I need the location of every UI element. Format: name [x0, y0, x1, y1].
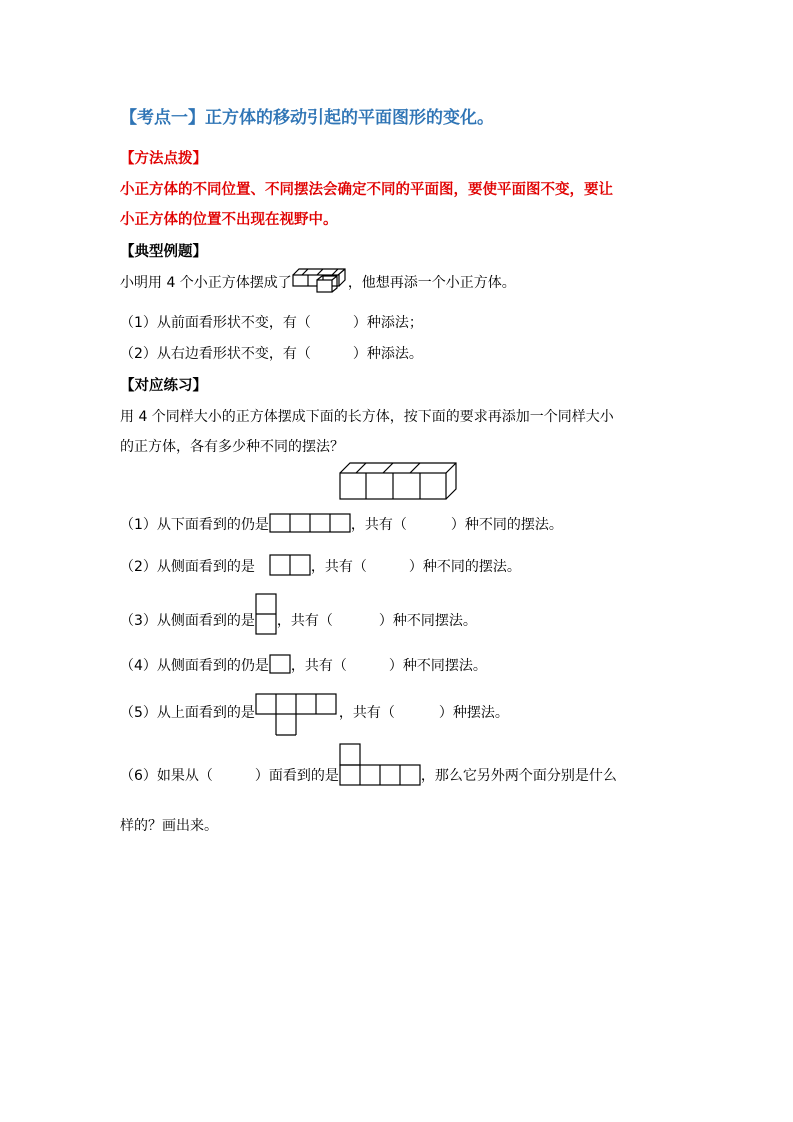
practice-p3: [120, 607, 477, 635]
example-intro-a: 小明用 4 个小正方体摆成了: [120, 275, 292, 291]
method-line-2: 小正方体的位置不出现在视野中。: [120, 212, 338, 228]
p3-c: ）种不同摆法。: [378, 613, 477, 629]
example-q1-a: （1）从前面看形状不变，有（: [120, 315, 311, 331]
example-q2-a: （2）从右边看形状不变，有（: [120, 346, 311, 362]
section-title: 【考点一】正方体的移动引起的平面图形的变化。: [120, 108, 494, 128]
method-line-1: 小正方体的不同位置、不同摆法会确定不同的平面图，要使平面图不变，要让: [120, 182, 613, 198]
example-q2-b: ）种添法。: [352, 346, 423, 362]
practice-intro-line-1: 用 4 个同样大小的正方体摆成下面的长方体，按下面的要求再添加一个同样大小: [120, 409, 614, 425]
method-label: 【方法点拨】: [120, 151, 207, 167]
two-square-column-figure: [255, 593, 277, 635]
example-q2: [120, 343, 423, 363]
two-square-row-figure: [269, 554, 311, 576]
p2-a: （2）从侧面看到的是: [120, 559, 255, 575]
l-shape-figure: [339, 743, 421, 787]
example-intro: [120, 272, 516, 294]
cuboid-figure: [339, 462, 461, 502]
practice-p4: [120, 655, 487, 675]
p3-a: （3）从侧面看到的是: [120, 613, 255, 629]
practice-p5: [120, 702, 509, 723]
p6-b: ）面看到的是: [254, 768, 339, 784]
p6-c: ，那么它另外两个面分别是什么: [420, 768, 617, 784]
example-label: 【典型例题】: [120, 244, 207, 260]
example-q1-b: ）种添法；: [352, 315, 423, 331]
p1-b: ，共有（: [350, 517, 407, 533]
four-cube-figure: [292, 266, 348, 294]
p2-b: ，共有（: [310, 559, 367, 575]
p5-a: （5）从上面看到的是: [120, 705, 255, 721]
example-intro-b: ，他想再添一个小正方体。: [347, 275, 516, 291]
four-square-row-figure: [269, 513, 351, 533]
p4-b: ，共有（: [290, 658, 347, 674]
p6-a: （6）如果从（: [120, 768, 213, 784]
t-shape-figure: [255, 693, 339, 737]
p3-b: ，共有（: [276, 613, 333, 629]
p5-c: ）种摆法。: [438, 705, 509, 721]
example-q1: [120, 312, 423, 332]
p2-c: ）种不同的摆法。: [408, 559, 521, 575]
practice-label: 【对应练习】: [120, 378, 207, 394]
p1-c: ）种不同的摆法。: [450, 517, 563, 533]
practice-p6: [120, 765, 617, 787]
practice-p2: [120, 556, 521, 576]
p6-line-2: 样的？画出来。: [120, 818, 218, 834]
practice-p1: [120, 514, 563, 534]
p4-a: （4）从侧面看到的仍是: [120, 658, 269, 674]
p4-c: ）种不同摆法。: [388, 658, 487, 674]
single-square-figure: [269, 654, 291, 674]
p1-a: （1）从下面看到的仍是: [120, 517, 269, 533]
p5-b: ，共有（: [338, 705, 395, 721]
practice-intro-line-2: 的正方体，各有多少种不同的摆法？: [120, 439, 344, 455]
